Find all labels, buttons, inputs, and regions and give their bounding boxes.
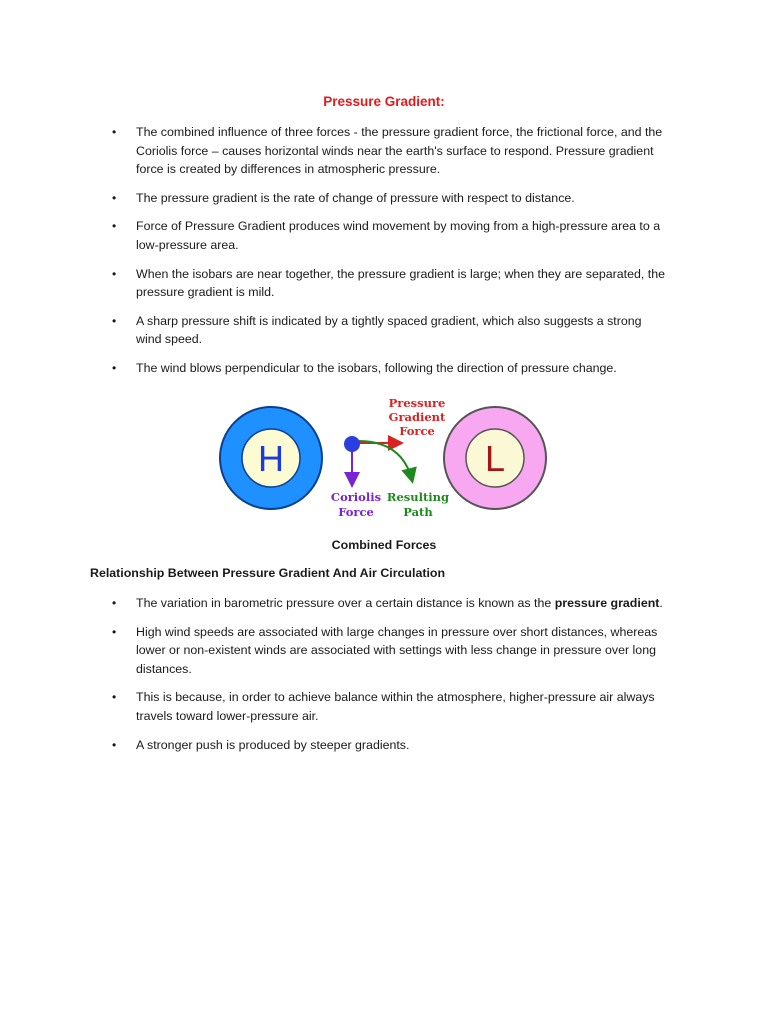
list-item [110, 623, 670, 679]
bullet-icon: • [112, 125, 117, 139]
list-item [110, 359, 670, 378]
high-letter: H [258, 438, 284, 479]
list-item-text: The pressure gradient is the rate of change of pressure with respect to distance. [136, 190, 575, 205]
bullet-icon: • [112, 266, 117, 281]
pgf-label-line-3: Force [399, 424, 435, 438]
diagram-svg [216, 392, 552, 524]
low-pressure-circle [444, 407, 546, 509]
list-item [110, 736, 670, 755]
bullet-icon: • [112, 624, 117, 639]
bullet-icon: • [112, 360, 117, 375]
bullet-icon: • [112, 596, 117, 610]
bullet-list-pressure-gradient [110, 123, 670, 388]
low-letter: L [484, 438, 506, 479]
pgf-label-line-1: Pressure [388, 396, 446, 410]
list-item [110, 312, 670, 349]
bullet-icon: • [112, 690, 117, 705]
coriolis-label-line-1: Coriolis [330, 490, 382, 504]
bullet-icon: • [112, 219, 117, 234]
list-item-text: The variation in barometric pressure over a certain distance is known as the [136, 596, 555, 610]
air-parcel-dot [344, 436, 360, 452]
high-pressure-circle [220, 407, 322, 509]
list-item-text: The wind blows perpendicular to the isobars, following the direction of pressure change. [136, 360, 617, 375]
list-item-text: This is because, in order to achieve balance within the atmosphere, higher-pressure air always travels toward lower-pressure air. [136, 690, 655, 723]
combined-forces-diagram [216, 392, 552, 524]
pgf-label-line-2: Gradient [388, 410, 446, 424]
section-heading: Relationship Between Pressure Gradient And Air Circulation [90, 566, 446, 580]
bullet-icon: • [112, 313, 117, 328]
resulting-label-line-2: Path [403, 505, 433, 519]
list-item-text: When the isobars are near together, the pressure gradient is large; when they are separated, the pressure gradient is mild. [136, 266, 665, 300]
list-item-text: Force of Pressure Gradient produces wind movement by moving from a high-pressure area to a low-pressure area. [136, 219, 661, 252]
bullet-icon: • [112, 737, 117, 752]
bullet-list-air-circulation [110, 594, 670, 764]
list-item [110, 123, 670, 179]
bullet-icon: • [112, 190, 117, 205]
list-item [110, 189, 670, 208]
list-item-text: The combined influence of three forces - the pressure gradient force, the frictional force, and the Coriolis force – causes horizontal winds near the earth's surface to respond. Pressure gradient force is created by differences in atmospheric pressure. [136, 125, 663, 177]
list-item [110, 217, 670, 254]
list-item-text: A sharp pressure shift is indicated by a tightly spaced gradient, which also suggests a strong wind speed. [136, 313, 642, 347]
list-item [110, 688, 670, 725]
list-item-bold-text: pressure gradient [554, 596, 660, 610]
list-item [110, 594, 670, 613]
figure-caption: Combined Forces [331, 538, 437, 552]
list-item-text: High wind speeds are associated with large changes in pressure over short distances, whereas lower or non-existent winds are associated with settings with less change in pressure over long distances. [136, 624, 658, 676]
resulting-path-arrow [356, 441, 412, 480]
page-title: Pressure Gradient: [323, 94, 445, 109]
list-item-text: A stronger push is produced by steeper gradients. [136, 737, 410, 752]
resulting-label-line-1: Resulting [386, 490, 450, 504]
coriolis-label-line-2: Force [338, 505, 374, 519]
list-item [110, 265, 670, 302]
list-item-text-end: . [659, 596, 663, 610]
